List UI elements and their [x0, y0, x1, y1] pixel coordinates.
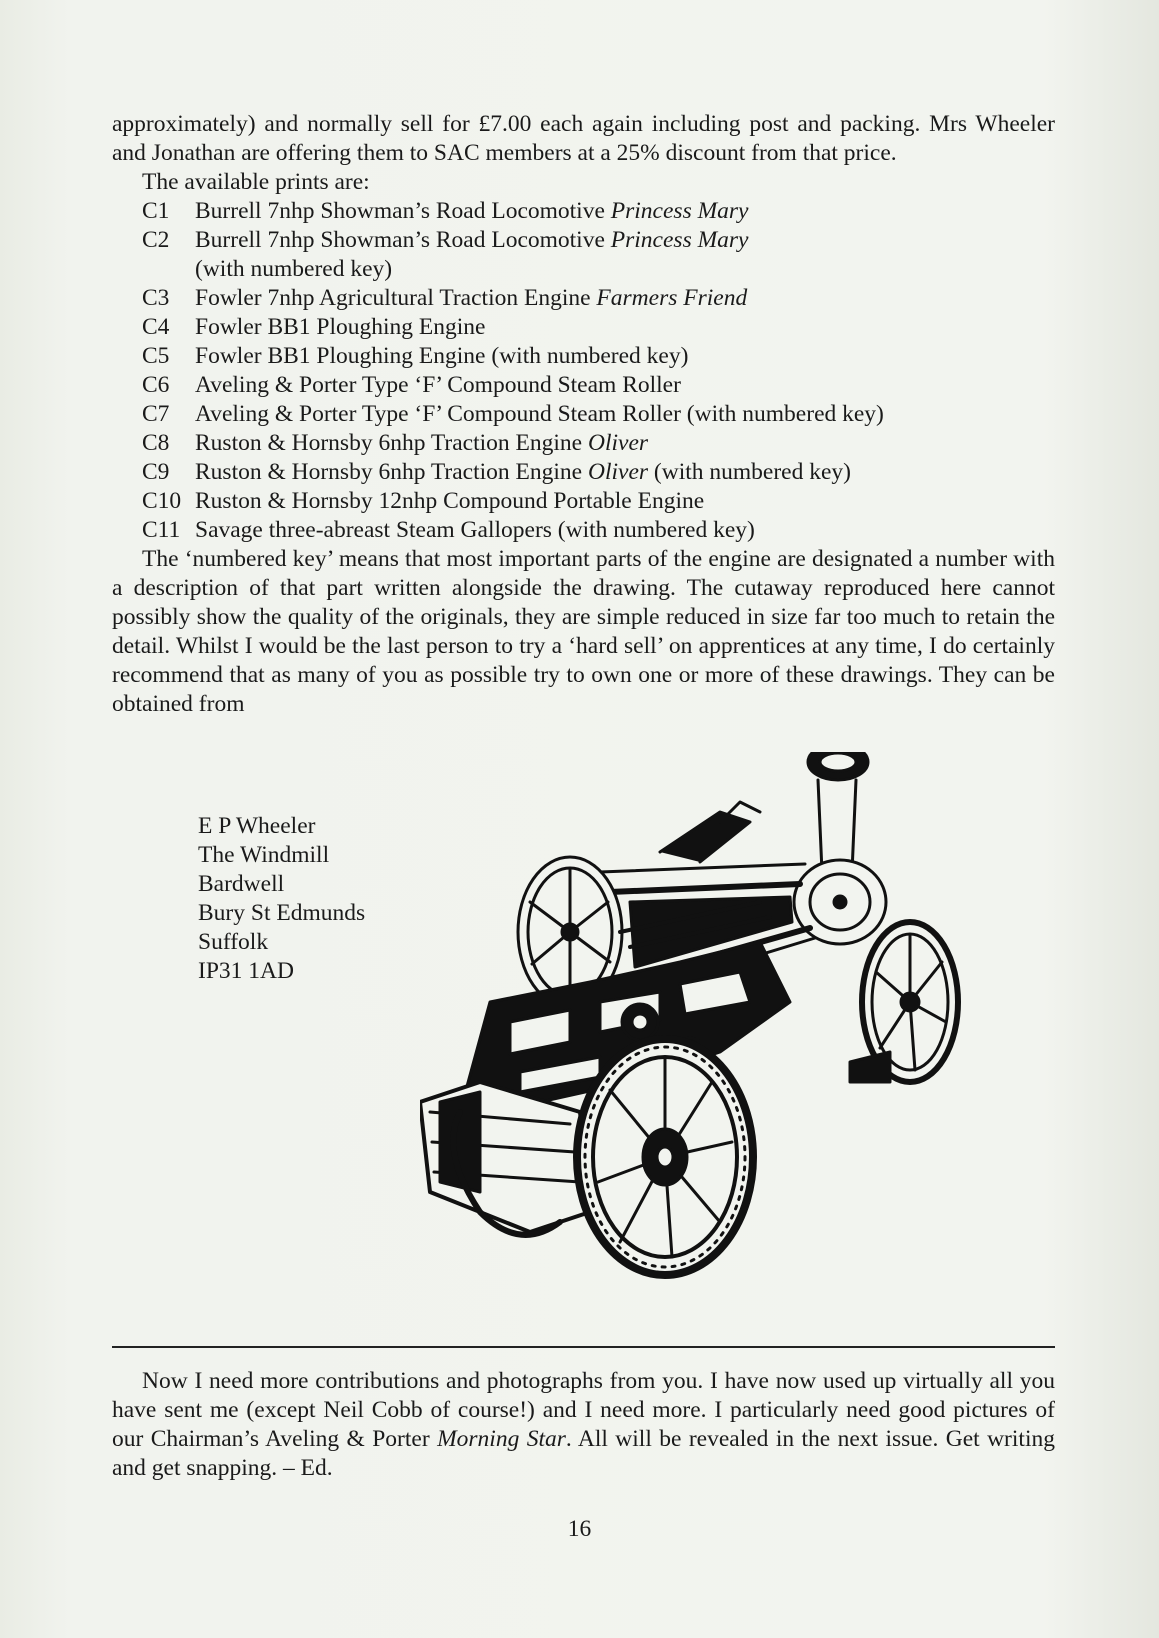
- print-title-continued: (with numbered key): [195, 256, 393, 282]
- list-item: [142, 429, 1055, 458]
- list-item: [142, 284, 1055, 313]
- print-code: C10: [142, 488, 182, 514]
- print-code: C4: [142, 314, 170, 340]
- list-item: [142, 226, 1055, 284]
- print-title: Fowler BB1 Ploughing Engine: [195, 314, 486, 340]
- article-body: [112, 110, 1055, 719]
- print-title: Fowler 7nhp Agricultural Traction Engine: [195, 285, 597, 311]
- print-code: C1: [142, 198, 170, 224]
- print-code: C7: [142, 401, 170, 427]
- list-item: [142, 342, 1055, 371]
- print-title: Fowler BB1 Ploughing Engine (with numbered key): [195, 343, 689, 369]
- address-postcode: IP31 1AD: [198, 958, 294, 984]
- list-intro: The available prints are:: [142, 169, 370, 195]
- engine-name: Oliver: [587, 459, 649, 485]
- engine-name: Princess Mary: [610, 198, 749, 224]
- print-suffix: (with numbered key): [648, 459, 851, 485]
- list-item: [142, 371, 1055, 400]
- print-title: Burrell 7nhp Showman’s Road Locomotive: [195, 227, 611, 253]
- section-divider: [112, 1346, 1055, 1348]
- print-code: C11: [142, 517, 181, 543]
- address-name: E P Wheeler: [198, 813, 316, 839]
- editor-note-text: Now I need more contributions and photographs from you. I have now used up virtually all you have sent me (except Neil Cobb of course!) and I need more. I particularly need good pictures of our Chairman’s Aveling & Porter: [112, 1368, 1055, 1452]
- editor-note: [112, 1367, 1055, 1483]
- address-town: Bury St Edmunds: [198, 900, 366, 926]
- print-code: C8: [142, 430, 170, 456]
- list-item: [142, 516, 1055, 545]
- print-title: Burrell 7nhp Showman’s Road Locomotive: [195, 198, 611, 224]
- page-number: 16: [567, 1516, 592, 1542]
- print-title: Ruston & Hornsby 6nhp Traction Engine: [195, 459, 588, 485]
- print-title: Ruston & Hornsby 12nhp Compound Portable Engine: [195, 488, 705, 514]
- print-title: Aveling & Porter Type ‘F’ Compound Steam Roller: [195, 372, 681, 398]
- prints-list: [112, 197, 1055, 545]
- traction-engine-cutaway-illustration: [420, 752, 990, 1332]
- print-title: Savage three-abreast Steam Gallopers (with numbered key): [195, 517, 755, 543]
- print-code: C6: [142, 372, 170, 398]
- engine-name: Princess Mary: [610, 227, 749, 253]
- print-title: Ruston & Hornsby 6nhp Traction Engine: [195, 430, 588, 456]
- engine-name: Morning Star: [437, 1426, 566, 1452]
- explanation-paragraph: The ‘numbered key’ means that most important parts of the engine are designated a number with a description of that part written alongside the drawing. The cutaway reproduced here cannot possibly show the quality of the originals, they are simple reduced in size far too much to retain the detail. Whilst I would be the last person to try a ‘hard sell’ on apprentices at any time, I do certainly recommend that as many of you as possible try to own one or more of these drawings. They can be obtained from: [112, 546, 1055, 717]
- list-item: [142, 197, 1055, 226]
- address-county: Suffolk: [198, 929, 269, 955]
- list-item: [142, 487, 1055, 516]
- list-item: [142, 458, 1055, 487]
- editor-note-text-end: . All will be revealed in the next issue. Get writing and get snapping. – Ed.: [112, 1426, 1055, 1481]
- intro-paragraph: approximately) and normally sell for £7.00 each again including post and packing. Mrs Wheeler and Jonathan are offering them to SAC members at a 25% discount from that price.: [112, 111, 1055, 166]
- print-code: C5: [142, 343, 170, 369]
- engine-name: Farmers Friend: [596, 285, 748, 311]
- print-code: C9: [142, 459, 170, 485]
- list-item: [142, 313, 1055, 342]
- list-item: [142, 400, 1055, 429]
- address-village: Bardwell: [198, 871, 285, 897]
- print-title: Aveling & Porter Type ‘F’ Compound Steam Roller (with numbered key): [195, 401, 884, 427]
- address-house: The Windmill: [198, 842, 330, 868]
- print-code: C2: [142, 227, 170, 253]
- print-code: C3: [142, 285, 170, 311]
- postal-address: [198, 812, 365, 986]
- engine-name: Oliver: [587, 430, 649, 456]
